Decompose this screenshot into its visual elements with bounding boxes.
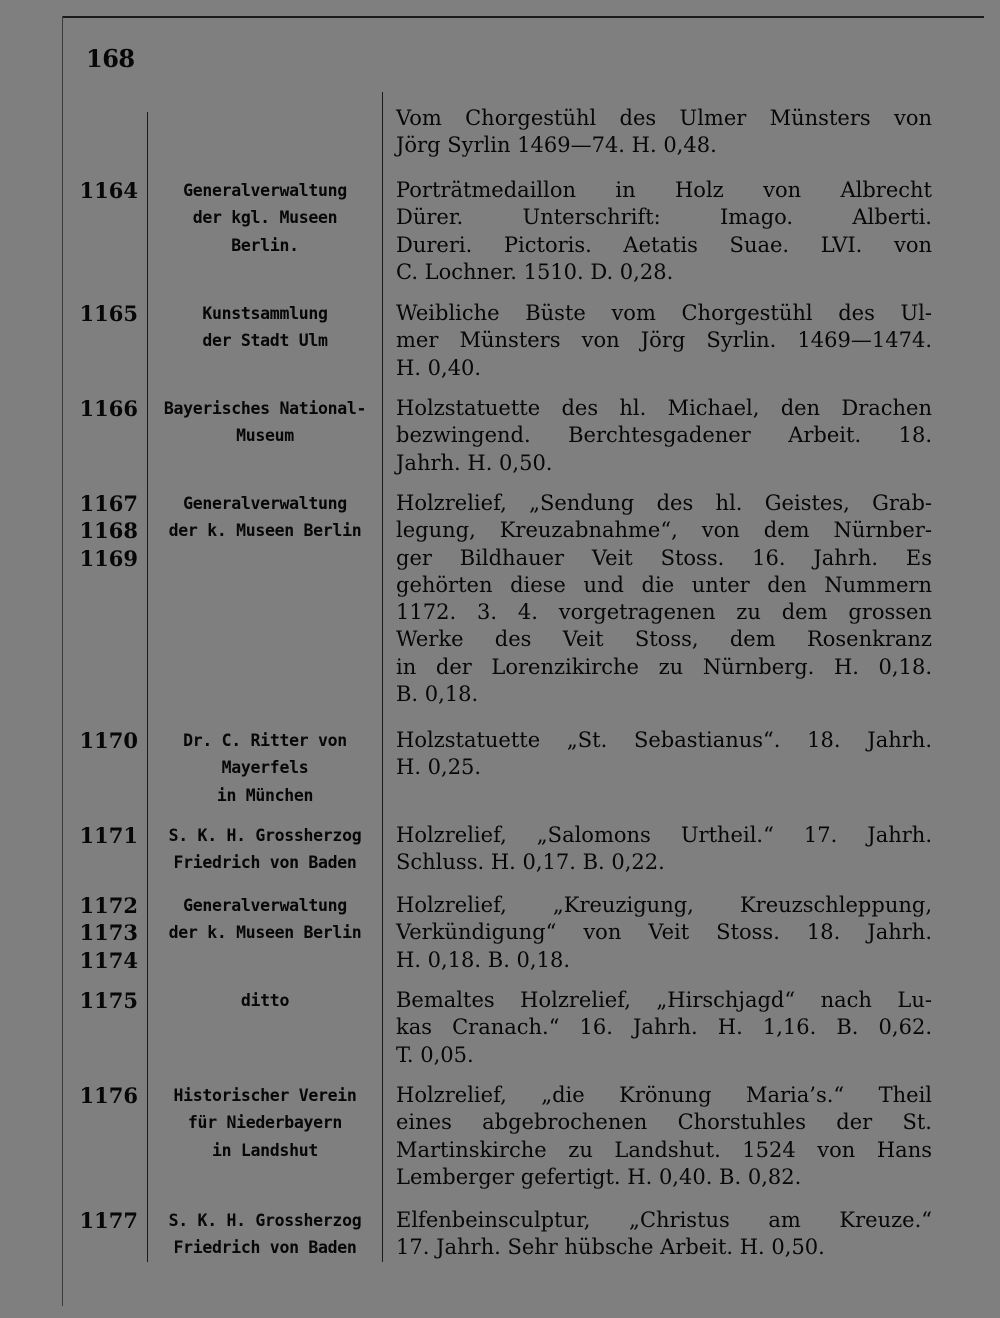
entry-lender-line: in Landshut	[212, 1140, 318, 1160]
entry-description-line: gehörten diese und die unter den Nummern	[396, 572, 932, 597]
entry-description-line: Verkündigung“ von Veit Stoss. 18. Jahrh.	[396, 920, 932, 945]
entry-description-line: Bemaltes Holzrelief, „Hirschjagd“ nach Lu-	[396, 988, 932, 1012]
entry-description	[396, 727, 932, 782]
entry-number-line: 1177	[79, 1208, 138, 1233]
entry-description-line: Holzstatuette „St. Sebastianus“. 18. Jahrh.	[396, 728, 932, 752]
entry-description	[396, 490, 932, 708]
entry-description-line: Holzrelief, „die Krönung Maria’s.“ Theil	[396, 1083, 932, 1107]
entry-description-line: H. 0,40.	[396, 355, 482, 380]
page-top-border	[62, 16, 984, 18]
page-number: 168	[86, 44, 135, 73]
entry-description-line: H. 0,25.	[396, 755, 482, 780]
entry-number	[62, 1082, 138, 1109]
entry-description-line: Jahrh. H. 0,50.	[396, 450, 553, 475]
entry-description-line: Holzrelief, „Sendung des hl. Geistes, Grab-	[396, 491, 932, 515]
entry-number-line: 1166	[79, 396, 138, 421]
entry-description	[396, 300, 932, 382]
entry-lender-line: der kgl. Museen	[192, 208, 338, 228]
entry-number-line: 1174	[79, 947, 138, 973]
entry-lender	[150, 987, 380, 1014]
entry-lender-line: Bayerisches National-	[163, 399, 367, 418]
entry-number	[62, 300, 138, 327]
entry-lender	[150, 300, 380, 355]
entry-number-line: 1172	[79, 893, 138, 918]
entry-number-line: 1169	[79, 545, 138, 571]
entry-number-line: 1170	[79, 728, 138, 753]
entry-number	[62, 822, 138, 849]
entry-number	[62, 177, 138, 204]
entry-lender-line: Mayerfels	[221, 758, 309, 778]
entry-number-line: 1175	[79, 988, 138, 1013]
entry-number	[62, 987, 138, 1014]
entry-number-line: 1171	[79, 823, 138, 848]
entry-lender-line: S. K. H. Grossherzog	[168, 1211, 362, 1230]
entry-lender-line: der k. Museen Berlin	[168, 923, 362, 943]
entry-lender-line: Dr. C. Ritter von	[183, 731, 347, 750]
column-rule-numbers	[147, 112, 148, 1262]
entry-number-line: 1168	[79, 518, 138, 544]
entry-description-line: Dürer. Unterschrift: Imago. Alberti.	[396, 205, 932, 230]
entry-description-line: H. 0,18. B. 0,18.	[396, 947, 570, 972]
entry-number-line: 1164	[79, 178, 138, 203]
entry-description-line: B. 0,18.	[396, 682, 479, 707]
entry-lender-line: Generalverwaltung	[183, 494, 347, 513]
entry-description	[396, 892, 932, 974]
entry-lender-line: S. K. H. Grossherzog	[168, 826, 362, 845]
entry-number	[62, 727, 138, 754]
entry-lender	[150, 1082, 380, 1164]
entry-description-line: Lemberger gefertigt. H. 0,40. B. 0,82.	[396, 1164, 802, 1189]
entry-lender-line: der Stadt Ulm	[202, 331, 328, 351]
entry-description-line: Weibliche Büste vom Chorgestühl des Ul-	[396, 301, 932, 325]
entry-description-line: Holzrelief, „Salomons Urtheil.“ 17. Jahrh.	[396, 823, 932, 847]
entry-description-line: Vom Chorgestühl des Ulmer Münsters von	[396, 106, 932, 130]
entry-number-line: 1173	[79, 920, 138, 946]
entry-lender-line: ditto	[240, 991, 290, 1010]
entry-lender-line: Museum	[236, 426, 294, 446]
entry-lender-line: Friedrich von Baden	[173, 1238, 357, 1258]
entry-description-line: Holzrelief, „Kreuzigung, Kreuzschleppung,	[396, 893, 932, 917]
entry-description-line: legung, Kreuzabnahme“, von dem Nürnber-	[396, 518, 932, 543]
page-left-border	[62, 16, 63, 1306]
entry-description-line: Martinskirche zu Landshut. 1524 von Hans	[396, 1137, 932, 1162]
entry-description-line: eines abgebrochenen Chorstuhles der St.	[396, 1110, 932, 1135]
entry-description	[396, 822, 932, 877]
entry-lender-line: Kunstsammlung	[202, 304, 328, 323]
entry-description	[396, 395, 932, 477]
entry-description-line: ger Bildhauer Veit Stoss. 16. Jahrh. Es	[396, 545, 932, 570]
entry-number-line: 1167	[79, 491, 138, 516]
entry-description-line: Schluss. H. 0,17. B. 0,22.	[396, 850, 665, 875]
entry-number	[62, 490, 138, 572]
entry-description	[396, 105, 932, 160]
entry-description-line: bezwingend. Berchtesgadener Arbeit. 18.	[396, 423, 932, 448]
entry-description-line: T. 0,05.	[396, 1042, 474, 1067]
entry-description-line: in der Lorenzikirche zu Nürnberg. H. 0,18.	[396, 654, 932, 679]
entry-description	[396, 1082, 932, 1191]
entry-lender	[150, 177, 380, 259]
entry-lender-line: in München	[216, 785, 314, 805]
entry-lender-line: Historischer Verein	[173, 1086, 357, 1105]
entry-description-line: mer Münsters von Jörg Syrlin. 1469—1474.	[396, 328, 932, 353]
entry-lender	[150, 490, 380, 545]
entry-description-line: Holzstatuette des hl. Michael, den Drachen	[396, 396, 932, 420]
entry-lender	[150, 1207, 380, 1262]
entry-lender-line: Friedrich von Baden	[173, 853, 357, 873]
entry-description-line: C. Lochner. 1510. D. 0,28.	[396, 259, 674, 284]
entry-description-line: Porträtmedaillon in Holz von Albrecht	[396, 178, 932, 202]
entry-description-line: Dureri. Pictoris. Aetatis Suae. LVI. von	[396, 232, 932, 257]
entry-number	[62, 395, 138, 422]
entry-lender-line: Generalverwaltung	[183, 181, 347, 200]
entry-lender	[150, 395, 380, 450]
entry-description-line: Elfenbeinsculptur, „Christus am Kreuze.“	[396, 1208, 932, 1232]
entry-lender	[150, 727, 380, 809]
entry-description-line: 1172. 3. 4. vorgetragenen zu dem grossen	[396, 600, 932, 625]
entry-description-line: Jörg Syrlin 1469—74. H. 0,48.	[396, 133, 717, 158]
entry-number	[62, 892, 138, 974]
entry-number	[62, 1207, 138, 1234]
entry-description-line: Werke des Veit Stoss, dem Rosenkranz	[396, 627, 932, 652]
entry-lender-line: der k. Museen Berlin	[168, 521, 362, 541]
entry-lender	[150, 822, 380, 877]
entry-description	[396, 177, 932, 286]
entry-description	[396, 1207, 932, 1262]
entry-number-line: 1165	[79, 301, 138, 326]
entry-lender	[150, 892, 380, 947]
entry-description-line: kas Cranach.“ 16. Jahrh. H. 1,16. B. 0,62.	[396, 1015, 932, 1040]
column-rule-lender	[382, 92, 383, 1262]
entry-number-line: 1176	[79, 1083, 138, 1108]
entry-lender-line: Generalverwaltung	[183, 896, 347, 915]
entry-lender-line: Berlin.	[231, 235, 299, 255]
entry-description-line: 17. Jahrh. Sehr hübsche Arbeit. H. 0,50.	[396, 1235, 825, 1260]
entry-description	[396, 987, 932, 1069]
entry-lender-line: für Niederbayern	[187, 1113, 343, 1133]
